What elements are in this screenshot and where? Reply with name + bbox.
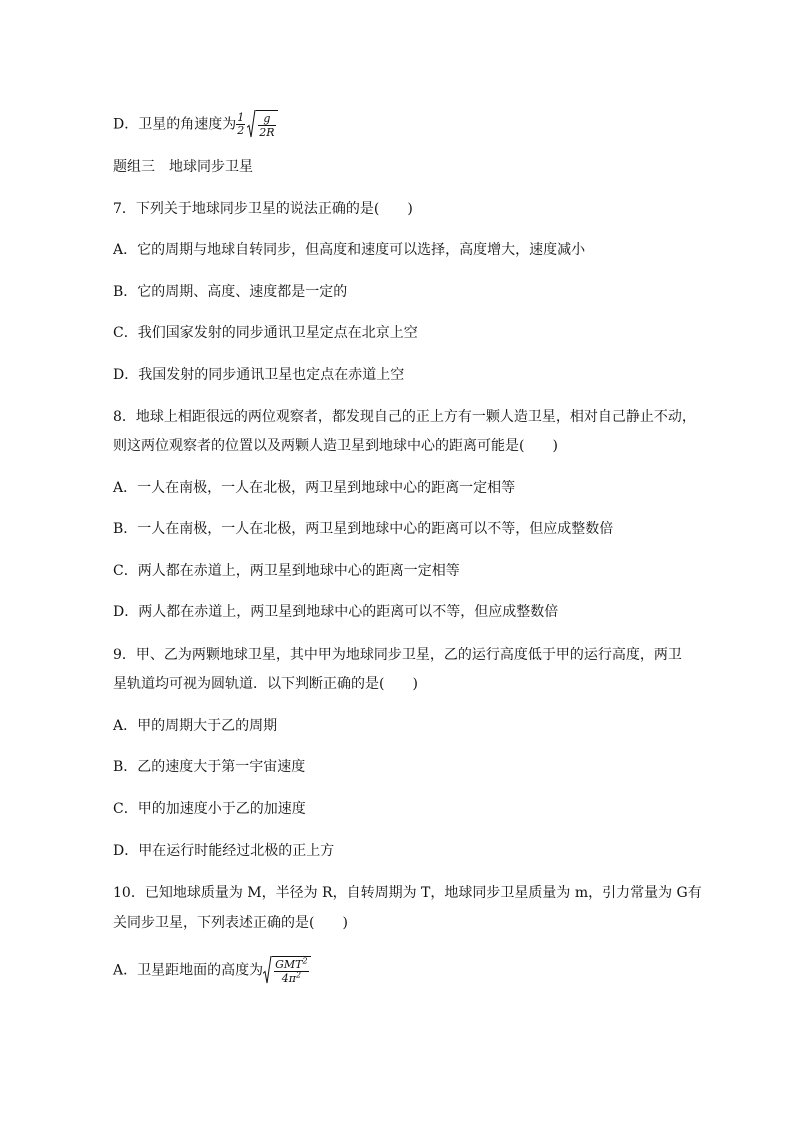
question-8-option-a: A．一人在南极，一人在北极，两卫星到地球中心的距离一定相等 (113, 480, 516, 496)
question-9-option-d: D．甲在运行时能经过北极的正上方 (113, 843, 335, 859)
question-7-option-c: C．我们国家发射的同步通讯卫星定点在北京上空 (113, 325, 418, 341)
question-9-option-c: C．甲的加速度小于乙的加速度 (113, 801, 306, 817)
question-9-option-a: A．甲的周期大于乙的周期 (113, 718, 278, 734)
question-8-line-2: 则这两位观察者的位置以及两颗人造卫星到地球中心的距离可能是( ) (113, 438, 558, 454)
question-9-option-b: B．乙的速度大于第一宇宙速度 (113, 759, 306, 775)
formula-denominator: $4\pi^2$ (274, 971, 308, 985)
radical-sign (247, 110, 256, 139)
option-text: A．卫星距地面的高度为 (113, 962, 264, 979)
question-10-line-2: 关同步卫星，下列表述正确的是( ) (113, 915, 348, 931)
question-9-line-1: 9．甲、乙为两颗地球卫星，其中甲为地球同步卫星，乙的运行高度低于甲的运行高度，两卫 (113, 647, 682, 663)
option-d-prev (113, 110, 278, 139)
question-7-option-a: A．它的周期与地球自转同步，但高度和速度可以选择，高度增大，速度减小 (113, 242, 586, 258)
radical-sign (263, 956, 272, 985)
question-7-option-b: B．它的周期、高度、速度都是一定的 (113, 284, 348, 300)
question-8-option-b: B．一人在南极，一人在北极，两卫星到地球中心的距离可以不等，但应成整数倍 (113, 521, 614, 537)
question-7-option-d: D．我国发射的同步通讯卫星也定点在赤道上空 (113, 367, 405, 383)
question-9-line-2: 星轨道均可视为圆轨道．以下判断正确的是( ) (113, 676, 418, 692)
sqrt-gmt2-over-4pi2 (263, 956, 310, 985)
question-8-option-d: D．两人都在赤道上，两卫星到地球中心的距离可以不等，但应成整数倍 (113, 604, 559, 620)
question-10-line-1: 10．已知地球质量为 M，半径为 R，自转周期为 T，地球同步卫星质量为 m，引力常量为 G有 (113, 885, 702, 901)
question-8-option-c: C．两人都在赤道上，两卫星到地球中心的距离一定相等 (113, 563, 460, 579)
question-10-option-a (113, 956, 311, 985)
group-title: 题组三 地球同步卫星 (113, 159, 253, 175)
formula-numerator: GMT$^2$ (275, 956, 308, 971)
sqrt-g-over-2r: $\frac{g}{2R}$ (247, 110, 277, 139)
question-7: 7．下列关于地球同步卫星的说法正确的是( ) (113, 201, 413, 217)
fraction-one-half: $\frac{1}{2}$ (237, 111, 245, 137)
question-8-line-1: 8．地球上相距很远的两位观察者，都发现自己的正上方有一颗人造卫星，相对自己静止不动， (113, 409, 696, 425)
option-text: D．卫星的角速度为 (113, 116, 237, 133)
